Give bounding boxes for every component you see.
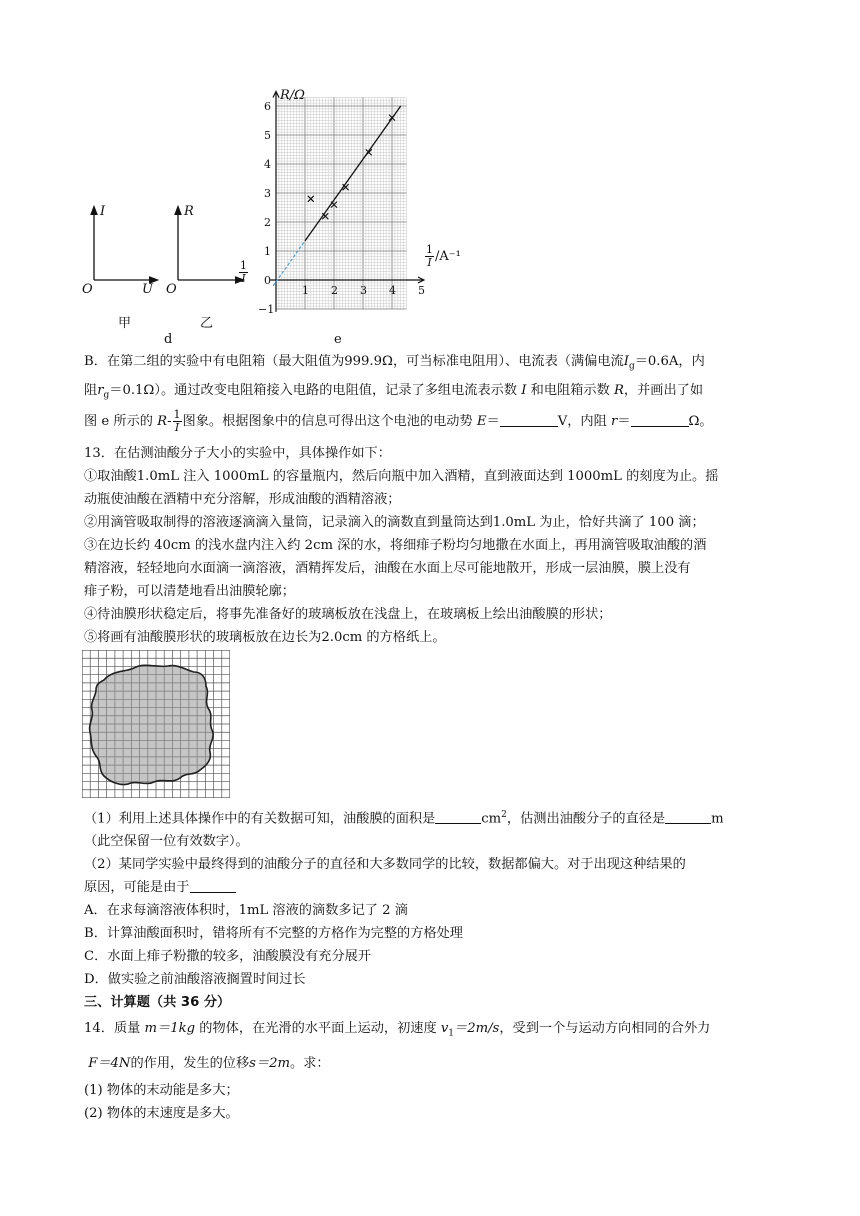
oil-film-shape [90, 665, 214, 784]
y-tick-label: 6 [264, 100, 271, 113]
y-tick-label: 0 [264, 274, 271, 287]
section-3-heading: 三、计算题（共 36 分） [84, 995, 231, 1011]
graph-jia-x-label: U [142, 282, 153, 297]
graph-e-ylabel: R/Ω [280, 88, 305, 103]
graph-jia-caption: 甲 [118, 316, 132, 331]
question-12b [84, 350, 780, 437]
y-tick-label: 3 [264, 187, 271, 200]
q13-step4: ④待油膜形状稳定后，将事先准备好的玻璃板放在浅盘上，在玻璃板上绘出油酸膜的形状； [84, 607, 612, 622]
fit-line-extrapolated [273, 241, 305, 286]
x-tick-label: 3 [360, 284, 367, 297]
q13-sub1-line2: （此空保留一位有效数字）。 [84, 834, 249, 850]
x-tick-label: 5 [418, 284, 425, 297]
reason-answer-blank[interactable] [190, 878, 236, 893]
q14-part1: (1) 物体的末动能是多大； [84, 1082, 239, 1098]
q13-step3c: 痱子粉，可以清楚地看出油膜轮廓； [84, 584, 295, 599]
x-tick-label: 2 [331, 284, 338, 297]
q13-option-b: B．计算油酸面积时，错将所有不完整的方格作为完整的方格处理 [84, 926, 463, 942]
y-tick-label: 5 [264, 129, 271, 142]
q12b-line3: 图 e 所示的 R- $\frac{1}{I}$ 图象。根据图象中的信息可得出这个电池的电动势 E＝ V，内阻 r＝ Ω。 [84, 408, 713, 435]
graph-e-xlabel: $\frac{1}{I}$ /A⁻¹ [426, 243, 461, 269]
figure-d-caption: d [164, 332, 173, 347]
graph-jia-origin: O [82, 282, 93, 297]
internal-resistance-answer-blank[interactable] [631, 412, 689, 427]
q13-sub2-line2: 原因，可能是由于 [84, 876, 780, 899]
q13-step1b: 动瓶使油酸在酒精中充分溶解，形成油酸的酒精溶液； [84, 492, 401, 507]
y-tick-label: 2 [264, 216, 271, 229]
graph-e-ticks [258, 100, 425, 316]
graph-e-grid [276, 97, 407, 309]
q14-line1: 14．质量 m＝1kg 的物体，在光滑的水平面上运动，初速度 $v_1=2m/s$，受到一个与运动方向相同的合外力 [84, 1021, 711, 1039]
graph-yi-origin: O [166, 282, 177, 297]
graph-yi-y-label: R [184, 204, 194, 219]
graph-yi-caption: 乙 [200, 316, 214, 331]
q13-step1a: ①取油酸1.0mL 注入 1000mL 的容量瓶内，然后向瓶中加入酒精，直到液面达到 1000mL 的刻度为止。摇 [84, 469, 719, 484]
q14-line2: F＝4N的作用，发生的位移s＝2m。求： [88, 1055, 330, 1071]
x-tick-label: 4 [389, 284, 396, 297]
question-14 [84, 1014, 780, 1125]
y-tick-label: 4 [264, 158, 271, 171]
q13-step3b: 精溶液，轻轻地向水面滴一滴溶液，酒精挥发后，油酸在水面上尽可能地散开，形成一层油膜，膜上没有 [84, 561, 691, 576]
graph-yi-x-label: $\frac{1}{I}$ [240, 259, 247, 285]
q12b-line1: B．在第二组的实验中有电阻箱（最大阻值为999.9Ω，可当标准电阻用）、电流表（满偏电流$I_g=0.6A$，内 [84, 354, 705, 372]
figure-group [80, 84, 480, 348]
molecule-diameter-blank[interactable] [665, 809, 711, 824]
emf-answer-blank[interactable] [500, 412, 558, 427]
q13-sub2-line1: （2）某同学实验中最终得到的油酸分子的直径和大多数同学的比较，数据都偏大。对于出现这种结果的 [84, 857, 686, 873]
y-tick-label: −1 [258, 303, 275, 316]
oil-film-grid-figure [82, 650, 230, 798]
question-13 [84, 442, 780, 649]
oil-film-area-blank[interactable] [435, 809, 481, 824]
graph-e-chart [256, 84, 496, 348]
figure-e-caption: e [334, 332, 342, 347]
q13-sub1-line1: （1）利用上述具体操作中的有关数据可知，油酸膜的面积是 $cm^2$，估测出油酸分子的直径是 m [84, 810, 724, 827]
q14-part2: (2) 物体的末速度是多大。 [84, 1105, 239, 1121]
q13-option-a: A．在求每滴溶液体积时，1mL 溶液的滴数多记了 2 滴 [84, 903, 408, 919]
q13-option-d: D．做实验之前油酸溶液搁置时间过长 [84, 972, 306, 988]
q13-option-c: C．水面上痱子粉撒的较多，油酸膜没有充分展开 [84, 949, 372, 965]
y-tick-label: 1 [264, 245, 271, 258]
x-tick-label: 1 [302, 284, 309, 297]
graph-jia-y-label: I [100, 204, 106, 219]
q12b-line2: 阻$r_g=0.1\Omega$）。通过改变电阻箱接入电路的电阻值，记录了多组电流表示数 I 和电阻箱示数 R，并画出了如 [84, 382, 704, 401]
q13-step5: ⑤将画有油酸膜形状的玻璃板放在边长为2.0cm 的方格纸上。 [84, 630, 446, 645]
q13-step3a: ③在边长约 40cm 的浅水盘内注入约 2cm 深的水，将细痱子粉均匀地撒在水面上，再用滴管吸取油酸的酒 [84, 538, 707, 553]
q13-title: 13．在估测油酸分子大小的实验中，具体操作如下： [84, 446, 391, 461]
question-13-subs [84, 804, 780, 1014]
q13-step2: ②用滴管吸取制得的溶液逐滴滴入量筒，记录滴入的滴数直到量筒达到1.0mL 为止，恰好共滴了 100 滴； [84, 515, 705, 530]
